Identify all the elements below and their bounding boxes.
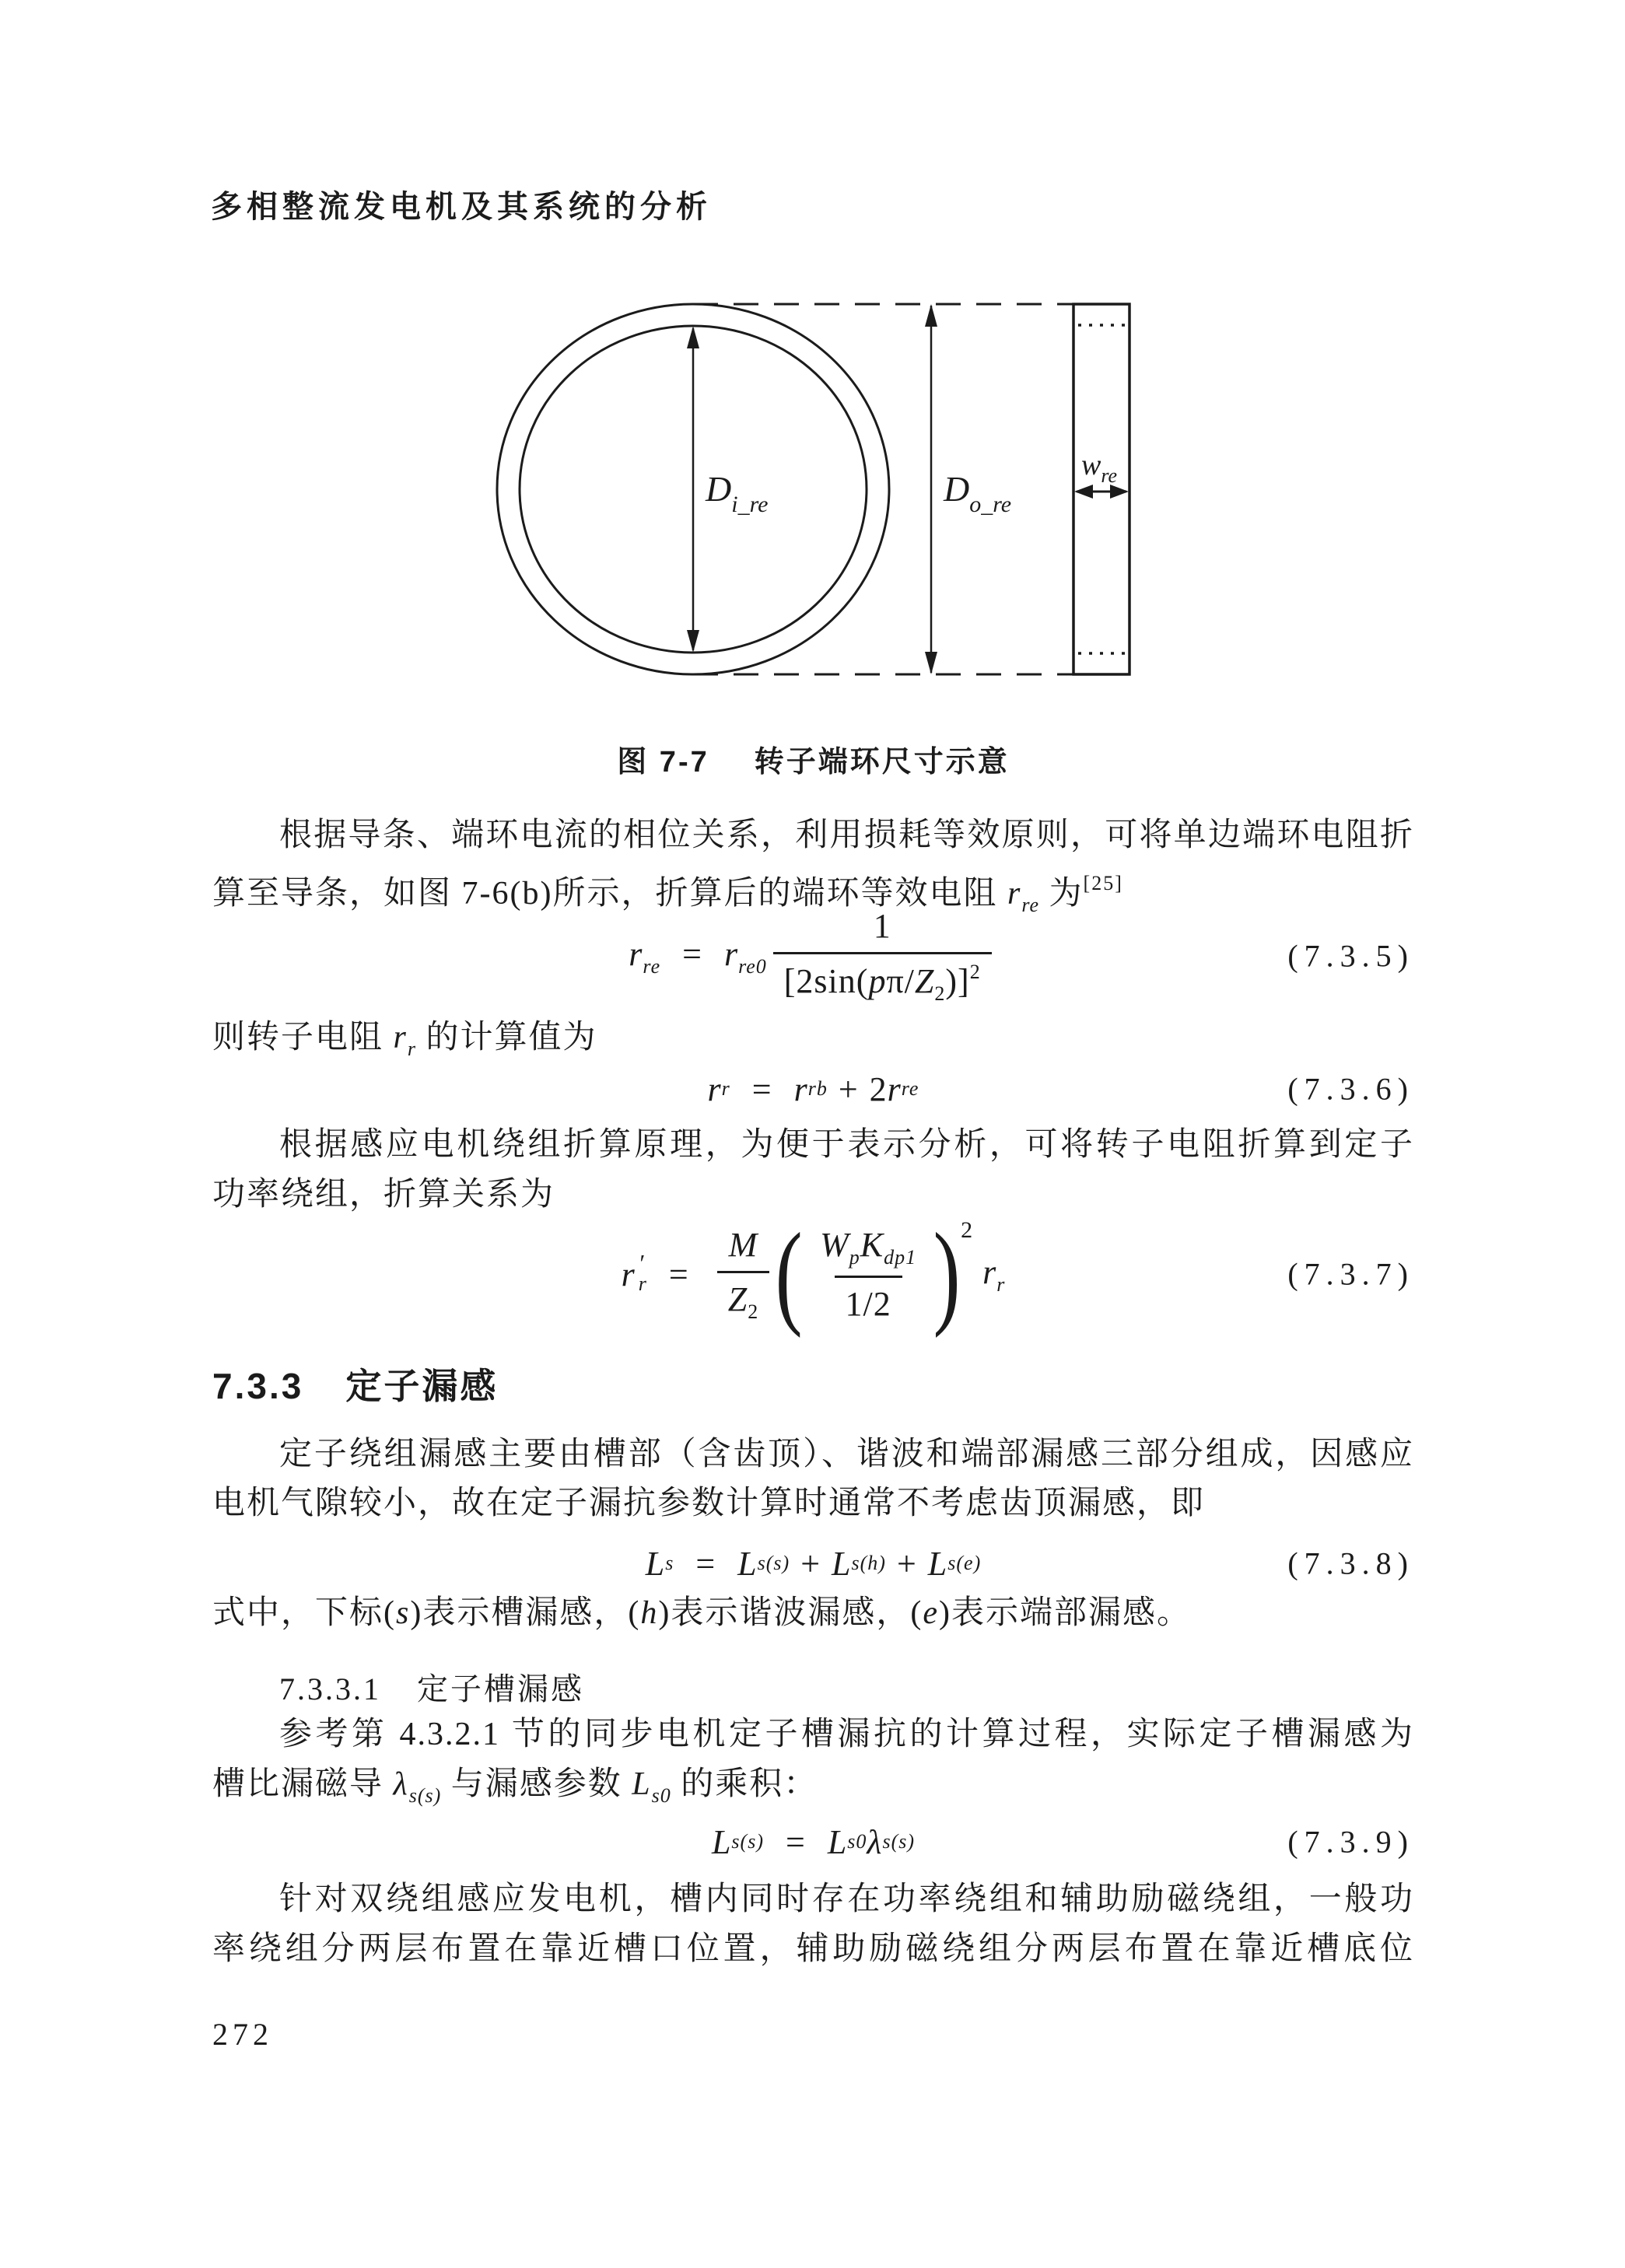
body-line-para3-2: 电机气隙较小，故在定子漏抗参数计算时通常不考虑齿顶漏感，即 — [212, 1486, 1206, 1521]
equation-7-3-9-body: L s(s) = L s0 λ s(s) — [711, 1822, 916, 1861]
body-line-subscript-note: 式中，下标(s)表示槽漏感，(h)表示谐波漏感，(e)表示端部漏感。 — [212, 1595, 1191, 1631]
outer-diameter-arrow — [925, 304, 937, 674]
section-number: 7.3.3 — [212, 1366, 304, 1406]
body-line-para5-2: 率绕组分两层布置在靠近槽口位置，辅助励磁绕组分两层布置在靠近槽底位 — [212, 1931, 1414, 1967]
section-heading-7-3-3 — [212, 1358, 498, 1409]
body-line-para2-1: 根据感应电机绕组折算原理，为便于表示分析，可将转子电阻折算到定子 — [279, 1127, 1414, 1163]
fraction: $\frac{1}{[2\sin(p\pi/Z_2)]^2}$ — [773, 906, 992, 1006]
equation-7-3-6 — [212, 1069, 1414, 1109]
equation-number: (7.3.9) — [1287, 1824, 1414, 1860]
equation-number: (7.3.7) — [1287, 1256, 1414, 1292]
figure-caption — [212, 737, 1414, 780]
section-title: 定子漏感 — [345, 1366, 499, 1406]
page-number: 272 — [212, 2017, 273, 2052]
body-line-para3-1: 定子绕组漏感主要由槽部（含齿顶）、谐波和端部漏感三部分组成，因感应 — [279, 1437, 1414, 1472]
equation-7-3-9 — [212, 1820, 1414, 1864]
outer-diameter-label: $D_{o\_re}$ — [944, 469, 1012, 517]
equation-number: (7.3.8) — [1287, 1545, 1414, 1581]
body-line-rotor-resistance: 则转子电阻 $r_r$ 的计算值为 — [212, 1020, 597, 1060]
body-line-para1-2: 算至导条，如图 7-6(b)所示，折算后的端环等效电阻 $r_{re}$ 为[25] — [212, 872, 1123, 916]
equation-7-3-5 — [212, 898, 1414, 1013]
close-paren-squared: ) 2 — [933, 1209, 974, 1339]
figure-caption-label: 图 7-7 — [617, 746, 709, 779]
equation-7-3-7 — [212, 1209, 1414, 1339]
fraction: $\frac{W_pK_{dp1}}{1/2}$ — [820, 1225, 917, 1323]
ring-width-label: $w_{re}$ — [1081, 449, 1118, 487]
body-line-para4-2: 槽比漏磁导 $\lambda_{s(s)}$ 与漏感参数 $L_{s0}$ 的乘积： — [212, 1766, 818, 1807]
subsection-heading-7-3-3-1 — [279, 1664, 584, 1709]
prime-subscript-stack: ′ r — [638, 1249, 647, 1295]
equation-7-3-5-body: $r_{re} = r_{re0}$ $\frac{1}{[2\sin(p\pi/Z_2)]^2}$ — [629, 906, 997, 1006]
figure-rotor-end-ring — [482, 297, 1151, 686]
open-paren: ( — [775, 1209, 804, 1339]
equation-number: (7.3.5) — [1287, 938, 1414, 974]
body-line-para1-1: 根据导条、端环电流的相位关系，利用损耗等效原则，可将单边端环电阻折 — [279, 817, 1414, 853]
subsection-title: 定子槽漏感 — [417, 1671, 584, 1706]
equation-7-3-6-body: r r = r rb + 2 r re — [707, 1069, 919, 1108]
inner-diameter-label: $D_{i\_re}$ — [706, 469, 769, 517]
equation-number: (7.3.6) — [1287, 1071, 1414, 1107]
equation-7-3-8-body: L s = L s(s) + L s(h) + L s(e) — [645, 1544, 982, 1583]
inner-diameter-arrow — [687, 326, 699, 653]
subsection-number: 7.3.3.1 — [279, 1671, 381, 1706]
equation-7-3-7-body: r ′ r = $\frac{M}{Z_2}$ ( $\frac{W_pK_{dp1}}{1/2}$ ) 2 $r_r$ — [621, 1209, 1006, 1339]
figure-7-7-drawing — [482, 297, 1151, 682]
equation-7-3-8 — [212, 1542, 1414, 1585]
fraction: $\frac{M}{Z_2}$ — [717, 1225, 769, 1324]
running-header: 多相整流发电机及其系统的分析 — [211, 190, 712, 224]
body-line-para2-2: 功率绕组，折算关系为 — [212, 1177, 555, 1213]
body-line-para5-1: 针对双绕组感应发电机，槽内同时存在功率绕组和辅助励磁绕组，一般功 — [279, 1881, 1414, 1917]
body-line-para4-1: 参考第 4.3.2.1 节的同步电机定子槽漏抗的计算过程，实际定子槽漏感为 — [279, 1717, 1414, 1752]
figure-caption-title: 转子端环尺寸示意 — [754, 746, 1010, 779]
